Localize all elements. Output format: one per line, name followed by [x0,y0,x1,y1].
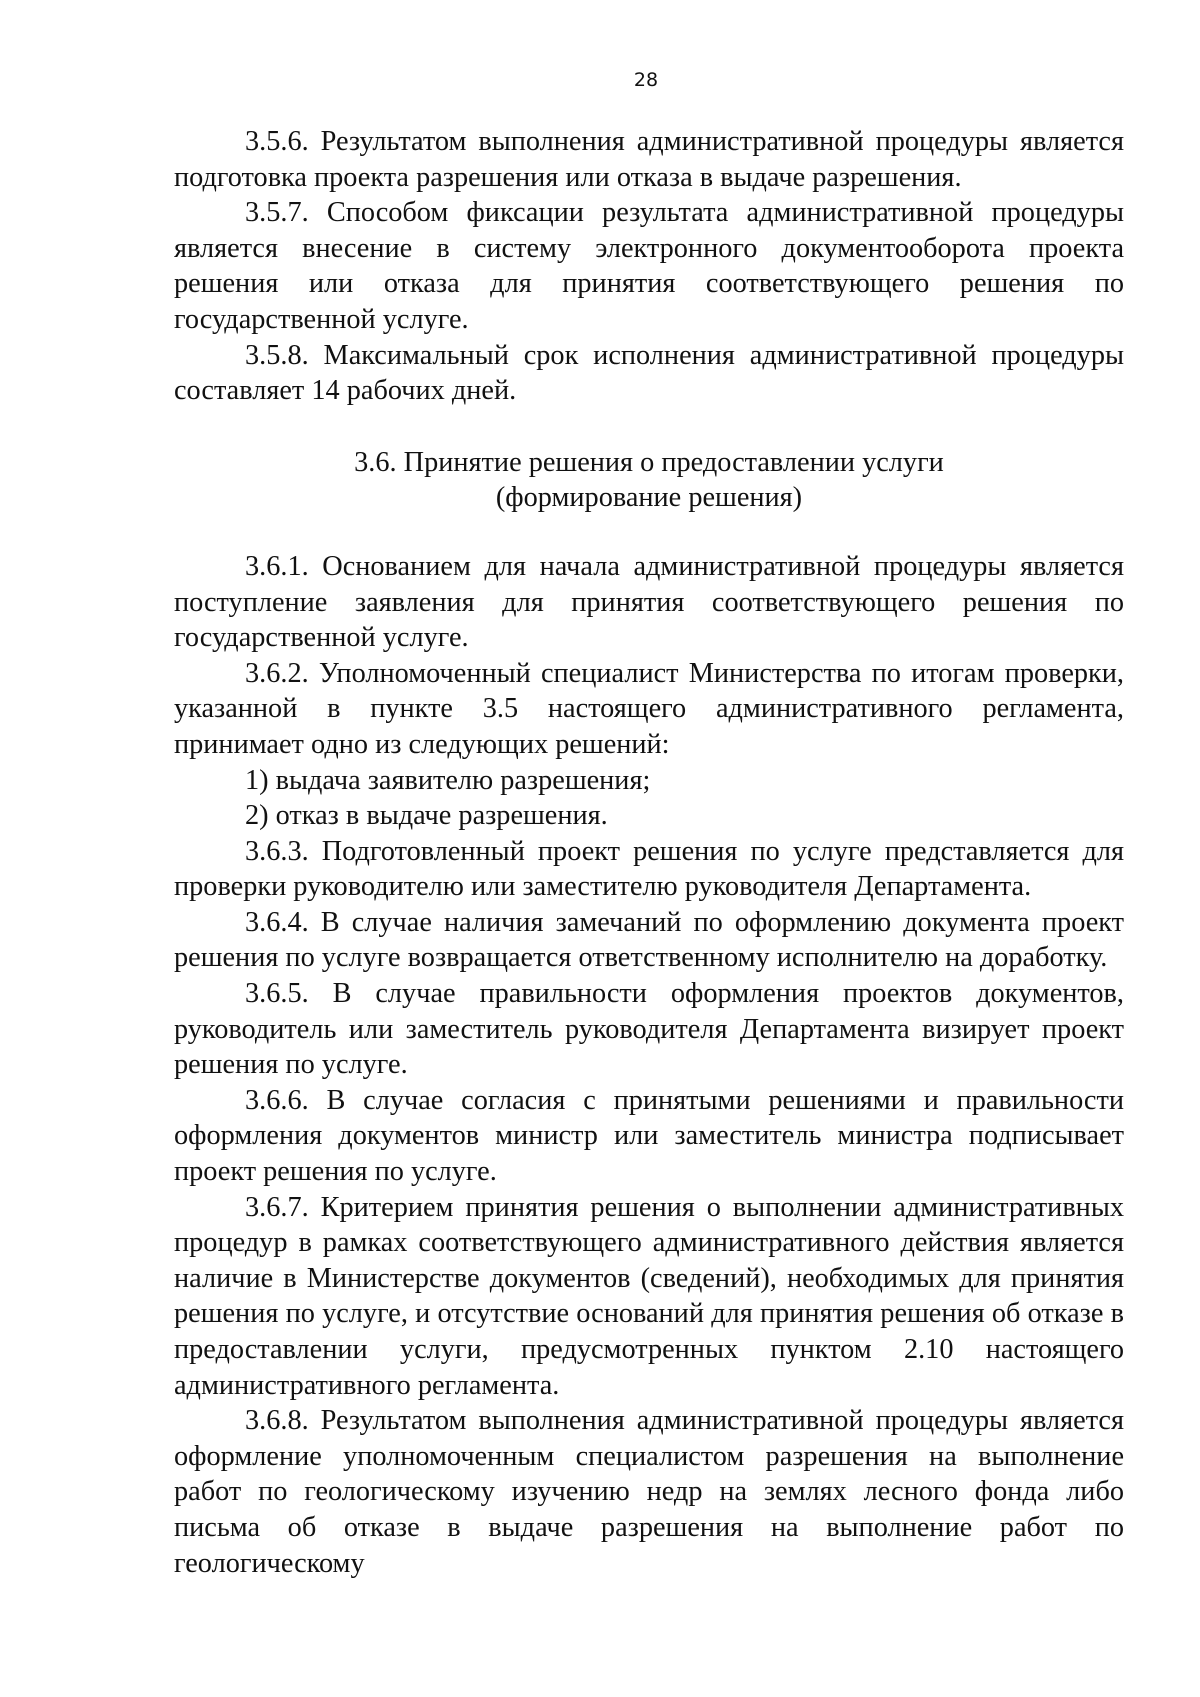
paragraph-3-5-6: 3.5.6. Результатом выполнения административной процедуры является подготовка проекта разрешения или отказа в выдаче разрешения. [174,126,1124,193]
list-item-2: 2) отказ в выдаче разрешения. [245,800,608,832]
paragraph-3-5-7: 3.5.7. Способом фиксации результата административной процедуры является внесение в систему электронного документооборота проекта решения или отказа для принятия соответствующего решения по государственной услуге. [174,197,1124,335]
paragraph-3-6-6: 3.6.6. В случае согласия с принятыми решениями и правильности оформления документов министр или заместитель министра подписывает проект решения по услуге. [174,1084,1124,1188]
paragraph-3-6-5: 3.6.5. В случае правильности оформления проектов документов, руководитель или заместитель руководителя Департамента визирует проект решения по услуге. [174,978,1124,1081]
section-heading-line-1: 3.6. Принятие решения о предоставлении услуги [354,446,944,478]
paragraph-3-6-3: 3.6.3. Подготовленный проект решения по услуге представляется для проверки руководителю или заместителю руководителя Департамента. [174,835,1124,903]
page-number: 28 [633,69,659,91]
section-heading-3-6 [174,445,1124,516]
document-body [174,124,1124,1581]
paragraph-3-6-2: 3.6.2. Уполномоченный специалист Министерства по итогам проверки, указанной в пункте 3.5 настоящего административного регламента, принимает одно из следующих решений: [174,657,1124,760]
paragraph-3-6-1: 3.6.1. Основанием для начала административной процедуры является поступление заявления для принятия соответствующего решения по государственной услуге. [174,550,1124,654]
list-item-1: 1) выдача заявителю разрешения; [245,764,651,796]
paragraph-3-5-8: 3.5.8. Максимальный срок исполнения административной процедуры составляет 14 рабочих дней. [174,339,1124,407]
paragraph-3-6-4: 3.6.4. В случае наличия замечаний по оформлению документа проект решения по услуге возвращается ответственному исполнителю на доработку. [174,906,1124,974]
paragraph-3-6-8: 3.6.8. Результатом выполнения административной процедуры является оформление уполномоченным специалистом разрешения на выполнение работ по геологическому изучению недр на землях лесного фонда либо письма об отказе в выдаче разрешения на выполнение работ по геологическому [174,1405,1124,1579]
section-heading-line-2: (формирование решения) [495,482,803,514]
paragraph-3-6-7: 3.6.7. Критерием принятия решения о выполнении административных процедур в рамках соответствующего административного действия является наличие в Министерстве документов (сведений), необходимых для принятия решения по услуге, и отсутствие оснований для принятия решения об отказе в предоставлении услуги, предусмотренных пунктом 2.10 настоящего административного регламента. [174,1191,1124,1401]
